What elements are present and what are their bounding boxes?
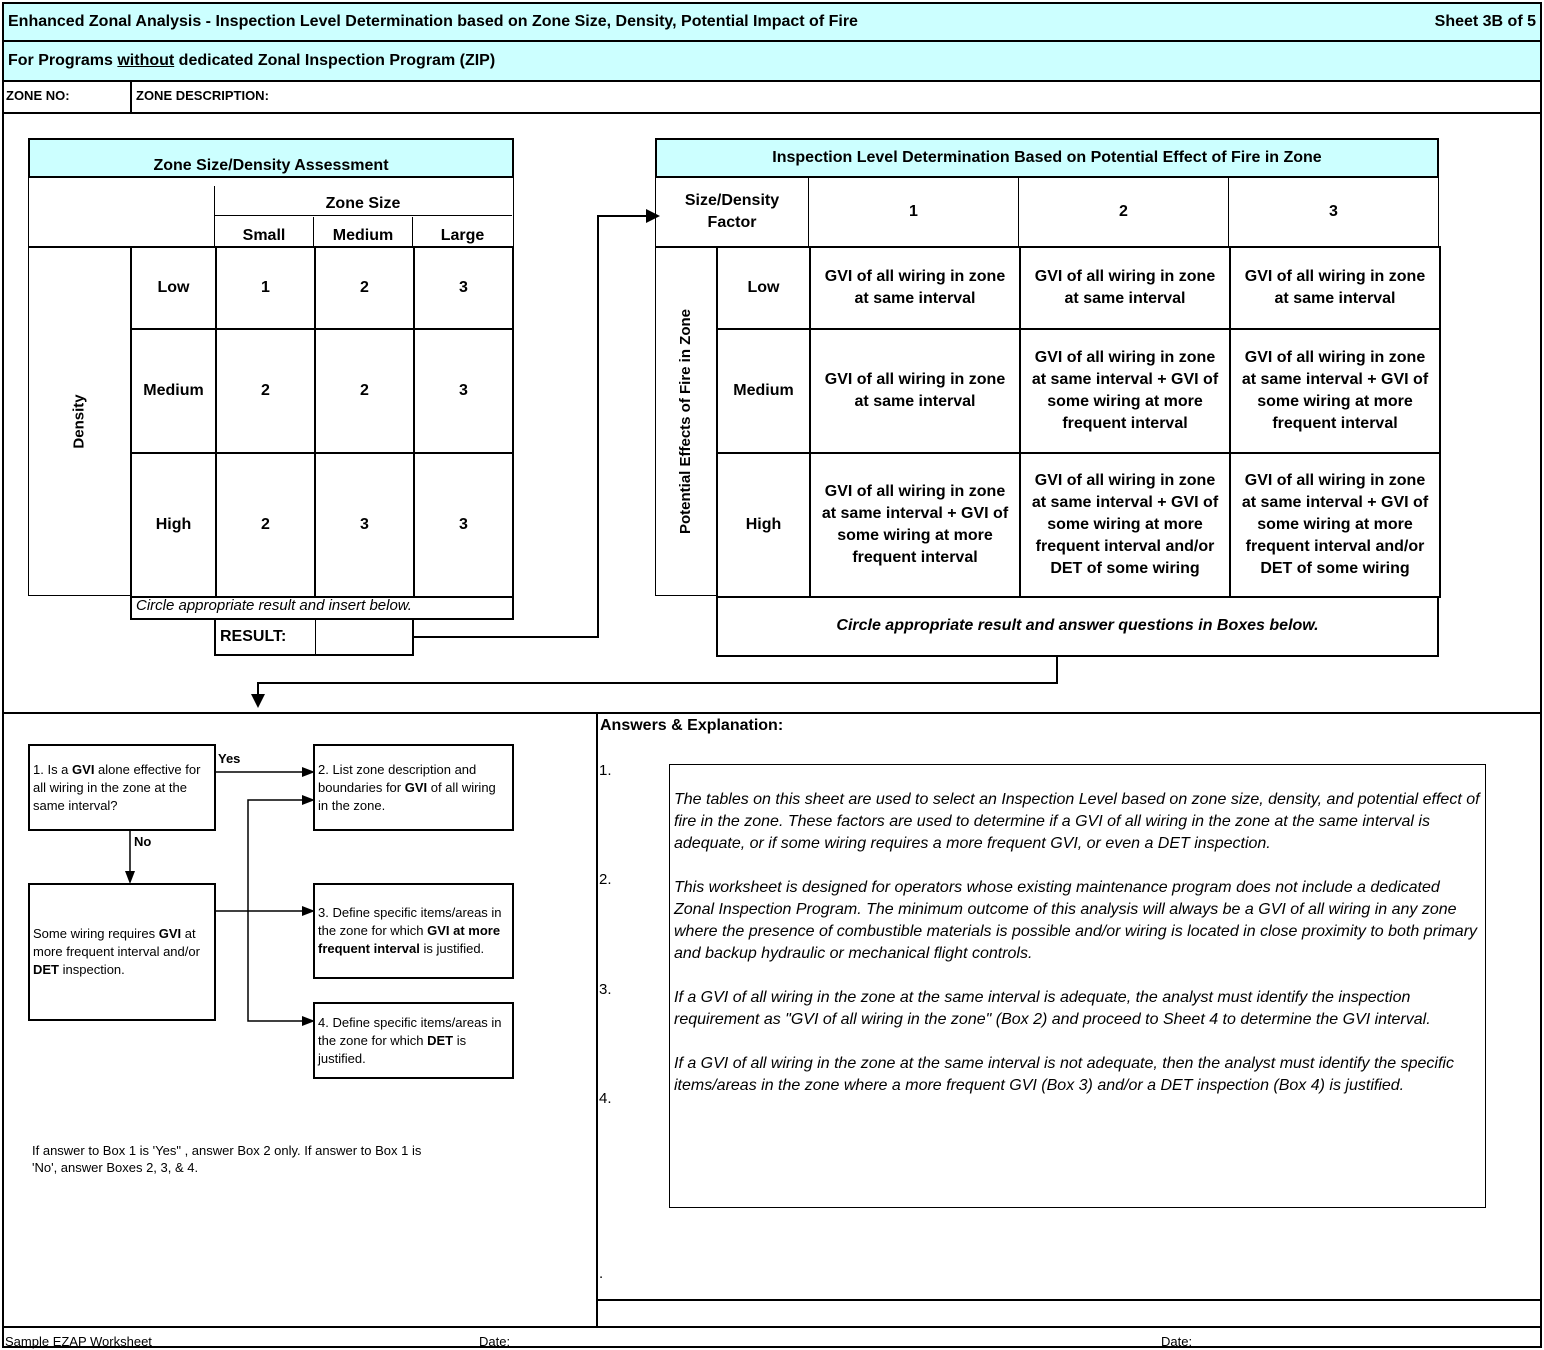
no-label: No [134,834,152,849]
box3-a: 3. Define specific items/areas in the zone for which [318,905,502,938]
some-b: GVI [158,926,182,941]
fire-row-label-high: High [717,453,810,597]
some-e: inspection. [59,962,125,977]
box1-b: GVI [72,761,95,777]
answer-bottom-line [596,1299,1542,1301]
fire-cell-high-3[interactable]: GVI of all wiring in zone at same interval + GVI of some wiring at more frequent interval and/or DET of some wiring [1230,453,1440,597]
flow-instruction: If answer to Box 1 is 'Yes" , answer Box 2 only. If answer to Box 1 is 'No', answer Boxes 2, 3, & 4. [32,1143,422,1175]
cell-medium-large[interactable]: 3 [414,329,513,453]
box1-a: 1. Is a [33,761,73,777]
fire-cell-high-2[interactable]: GVI of all wiring in zone at same interval + GVI of some wiring at more frequent interval and/or DET of some wiring [1020,453,1230,597]
fire-cell-low-2[interactable]: GVI of all wiring in zone at same interval [1020,247,1230,329]
fire-row-label-low: Low [717,247,810,329]
answer-number-1: 1. [599,762,612,779]
flow-box-1[interactable] [28,744,216,831]
cell-high-medium[interactable]: 3 [315,453,414,597]
answer-number-3: 3. [599,981,612,998]
subtitle-pre: For Programs [8,52,118,69]
column-divider [596,712,598,1328]
row-label-high: High [131,453,216,597]
footer-divider [2,1326,1542,1328]
flow-box-2-text [318,761,509,815]
yes-label: Yes [218,751,241,766]
size-density-title-text: Zone Size/Density Assessment [153,157,389,174]
box1-c: alone effective for all wiring in the zone at the same interval? [33,761,201,813]
flow-box-2[interactable] [313,744,514,831]
flow-box-3[interactable] [313,883,514,979]
footer-left: Sample EZAP Worksheet [5,1334,152,1349]
zone-description-label: ZONE DESCRIPTION: [136,88,269,103]
some-d: DET [33,962,59,977]
result-label: RESULT: [216,618,316,654]
flow-box-3-text [318,904,509,958]
flow-box-some-text [33,925,211,979]
flow-box-4-text [318,1014,509,1068]
answer-number-4: 4. [599,1090,612,1107]
answers-title: Answers & Explanation: [600,717,784,734]
zone-no-label: ZONE NO: [6,88,70,103]
page-title: Enhanced Zonal Analysis - Inspection Level Determination based on Zone Size, Density, Potential Impact of Fire [8,13,858,30]
cell-high-large[interactable]: 3 [414,453,513,597]
footer-date-1: Date: [479,1334,511,1349]
col-large: Large [440,227,485,244]
explanation-paragraph: If a GVI of all wiring in the zone at the same interval is adequate, the analyst must identify the inspection requirement as "GVI of all wiring in the zone" (Box 2) and proceed to Sheet 4 to determine the GVI interval. [674,989,1431,1028]
cell-medium-medium[interactable]: 2 [315,329,414,453]
some-c: at more frequent interval and/or [33,926,200,959]
box4-b: DET [427,1032,454,1048]
box2-a: 2. List zone description and boundaries for [318,761,477,795]
flow-box-1-text [33,761,211,815]
factor-col-2: 2 [1018,176,1229,248]
cell-medium-small[interactable]: 2 [216,329,315,453]
fire-effects-text: Potential Effects of Fire in Zone [677,308,695,534]
box2-c: of all wiring in the zone. [318,779,496,813]
footer-date-2: Date: [1161,1334,1193,1349]
cell-low-medium[interactable]: 2 [315,247,414,329]
flow-box-4[interactable] [313,1002,514,1079]
subtitle-emph: without [117,52,175,69]
factor-col-1: 1 [808,176,1019,248]
fire-cell-medium-1[interactable]: GVI of all wiring in zone at same interval [810,329,1020,453]
fire-cell-medium-3[interactable]: GVI of all wiring in zone at same interval + GVI of some wiring at more frequent interval [1230,329,1440,453]
box4-c: is justified. [318,1032,467,1066]
explanation-paragraph: This worksheet is designed for operators whose existing maintenance program does not include a dedicated Zonal Inspection Program. The minimum outcome of this analysis will always be a GVI of all wiring in any zone where the presence of combustible materials is possible and/or wiring is located in close proximity to both primary and backup hydraulic or mechanical flight controls. [674,879,1478,962]
fire-cell-medium-2[interactable]: GVI of all wiring in zone at same interval + GVI of some wiring at more frequent interval [1020,329,1230,453]
row-label-low: Low [131,247,216,329]
box4-a: 4. Define specific items/areas in the zone for which [318,1014,502,1048]
zone-size-text: Zone Size [325,195,401,212]
answer-number-2: 2. [599,871,612,888]
fire-row-label-medium: Medium [717,329,810,453]
fire-cell-high-1[interactable]: GVI of all wiring in zone at same interval + GVI of some wiring at more frequent interval [810,453,1020,597]
inspection-title-text: Inspection Level Determination Based on Potential Effect of Fire in Zone [772,149,1322,166]
col-medium: Medium [314,217,413,247]
explanation-box [669,764,1486,1208]
flow-box-some-wiring[interactable] [28,883,216,1021]
sheet-number: Sheet 3B of 5 [1434,13,1536,30]
fire-cell-low-3[interactable]: GVI of all wiring in zone at same interval [1230,247,1440,329]
some-a: Some wiring requires [33,926,159,941]
cell-high-small[interactable]: 2 [216,453,315,597]
col-small: Small [215,217,314,247]
inspection-note-text: Circle appropriate result and answer questions in Boxes below. [836,616,1319,634]
box2-b: GVI [404,779,428,795]
size-density-note-text: Circle appropriate result and insert below. [136,597,412,614]
answer-dot: . [599,1265,604,1282]
factor-label-text: Size/Density Factor [684,191,780,231]
factor-col-3: 3 [1228,176,1439,248]
box3-b: GVI at more frequent interval [318,923,501,956]
box3-c: is justified. [419,941,485,956]
subtitle-post: dedicated Zonal Inspection Program (ZIP) [174,52,496,69]
cell-low-small[interactable]: 1 [216,247,315,329]
fire-cell-low-1[interactable]: GVI of all wiring in zone at same interval [810,247,1020,329]
row-label-medium: Medium [131,329,216,453]
explanation-paragraph: The tables on this sheet are used to select an Inspection Level based on zone size, density, and potential effect of fire in the zone. These factors are used to determine if a GVI of all wiring in the zone at the same interval is adequate, or if some wiring requires a more frequent GVI, or even a DET inspection. [674,791,1480,852]
explanation-paragraph: If a GVI of all wiring in the zone at the same interval is not adequate, then the analyst must identify the specific items/areas in the zone where a more frequent GVI (Box 3) and/or a DET inspection (Box 4) is justified. [674,1055,1454,1094]
density-text: Density [71,393,88,449]
cell-low-large[interactable]: 3 [414,247,513,329]
